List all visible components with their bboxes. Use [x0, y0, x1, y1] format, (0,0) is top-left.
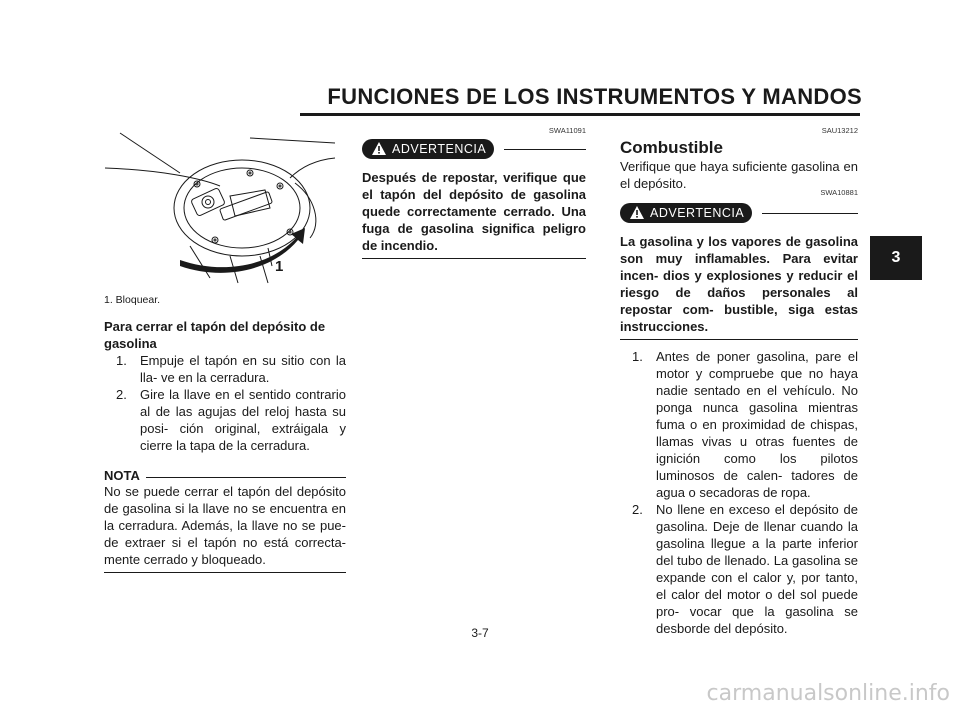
step-text: Gire la llave en el sentido contrario al de las agujas del reloj hasta su posi- ción original, extráigala y cierre la tapa de la cerradura. [140, 387, 346, 453]
section-code: SAU13212 [821, 126, 858, 135]
note-end-rule [104, 572, 346, 573]
warning-label: ADVERTENCIA [392, 142, 487, 156]
intro-text: Verifique que haya suficiente gasolina en el depósito. [620, 159, 858, 191]
note-text: No se puede cerrar el tapón del depósito de gasolina si la llave no se encuentra en la cerradura. Además, la llave no se pue- de extraer si el tapón no está correcta- mente cerrado y bloqueado. [104, 484, 346, 567]
list-item [104, 352, 346, 386]
warning-code: SWA10881 [820, 188, 858, 197]
note-rule [146, 477, 346, 478]
warning-end-rule [620, 339, 858, 340]
warning-badge [362, 139, 494, 159]
step-number: 1. [632, 349, 643, 364]
section-heading-line2: gasolina [104, 336, 157, 351]
list-item [620, 501, 858, 637]
page-number: 3-7 [471, 626, 489, 640]
note-header [104, 468, 346, 483]
warning-badge [620, 203, 752, 223]
callout-number: 1 [275, 258, 284, 275]
step-number: 2. [632, 502, 643, 517]
title-rule [300, 113, 860, 116]
chapter-tab: 3 [870, 236, 922, 280]
step-number: 2. [116, 387, 127, 402]
step-text: Antes de poner gasolina, pare el motor y compruebe que no haya nadie sentado en el vehículo. No ponga nunca gasolina mientras fuma o en proximidad de chispas, llamas vivas u otras fuentes de ignición como los pilotos luminosos de calen- tadores de agua o secadoras de ropa. [656, 349, 858, 500]
warning-header [620, 203, 858, 223]
middle-column [362, 126, 586, 259]
closing-steps [104, 352, 346, 454]
warning-end-rule [362, 258, 586, 259]
list-item [104, 386, 346, 454]
step-number: 1. [116, 353, 127, 368]
right-column [620, 126, 858, 637]
step-text: No llene en exceso el depósito de gasolina. Deje de llenar cuando la gasolina llegue a la parte inferior del tubo de llenado. La gasolina se expande con el calor y, por tanto, el calor del motor o del sol puede pro- vocar que la gasolina se desborde del depósito. [656, 502, 858, 636]
warning-triangle-icon [371, 141, 387, 156]
warning-text: Después de repostar, verifique que el tapón del depósito de gasolina quede correctamente cerrado. Una fuga de gasolina significa peligro de incendio. [362, 170, 586, 253]
warning-header [362, 139, 586, 159]
warning-text: La gasolina y los vapores de gasolina son muy inflamables. Para evitar incen- dios y explosiones y reducir el riesgo de daños personales al repostar com- bustible, siga estas instrucciones. [620, 234, 858, 334]
section-heading-line1: Para cerrar el tapón del depósito de [104, 319, 326, 334]
fuel-cap-illustration [100, 128, 345, 288]
warning-label: ADVERTENCIA [650, 206, 745, 220]
list-item [620, 348, 858, 501]
watermark: carmanualsonline.info [706, 681, 950, 706]
section-title: Combustible [620, 138, 723, 157]
step-text: Empuje el tapón en su sitio con la lla- ve en la cerradura. [140, 353, 346, 385]
fuel-cap-drawing [100, 128, 345, 288]
left-column [104, 318, 346, 573]
warning-code: SWA11091 [548, 126, 586, 135]
fuel-instructions [620, 348, 858, 637]
warning-triangle-icon [629, 205, 645, 220]
page-title: FUNCIONES DE LOS INSTRUMENTOS Y MANDOS [327, 84, 862, 109]
figure-caption: 1. Bloquear. [104, 294, 161, 306]
note-label: NOTA [104, 468, 140, 483]
warning-rule [504, 149, 586, 150]
warning-rule [762, 213, 858, 214]
